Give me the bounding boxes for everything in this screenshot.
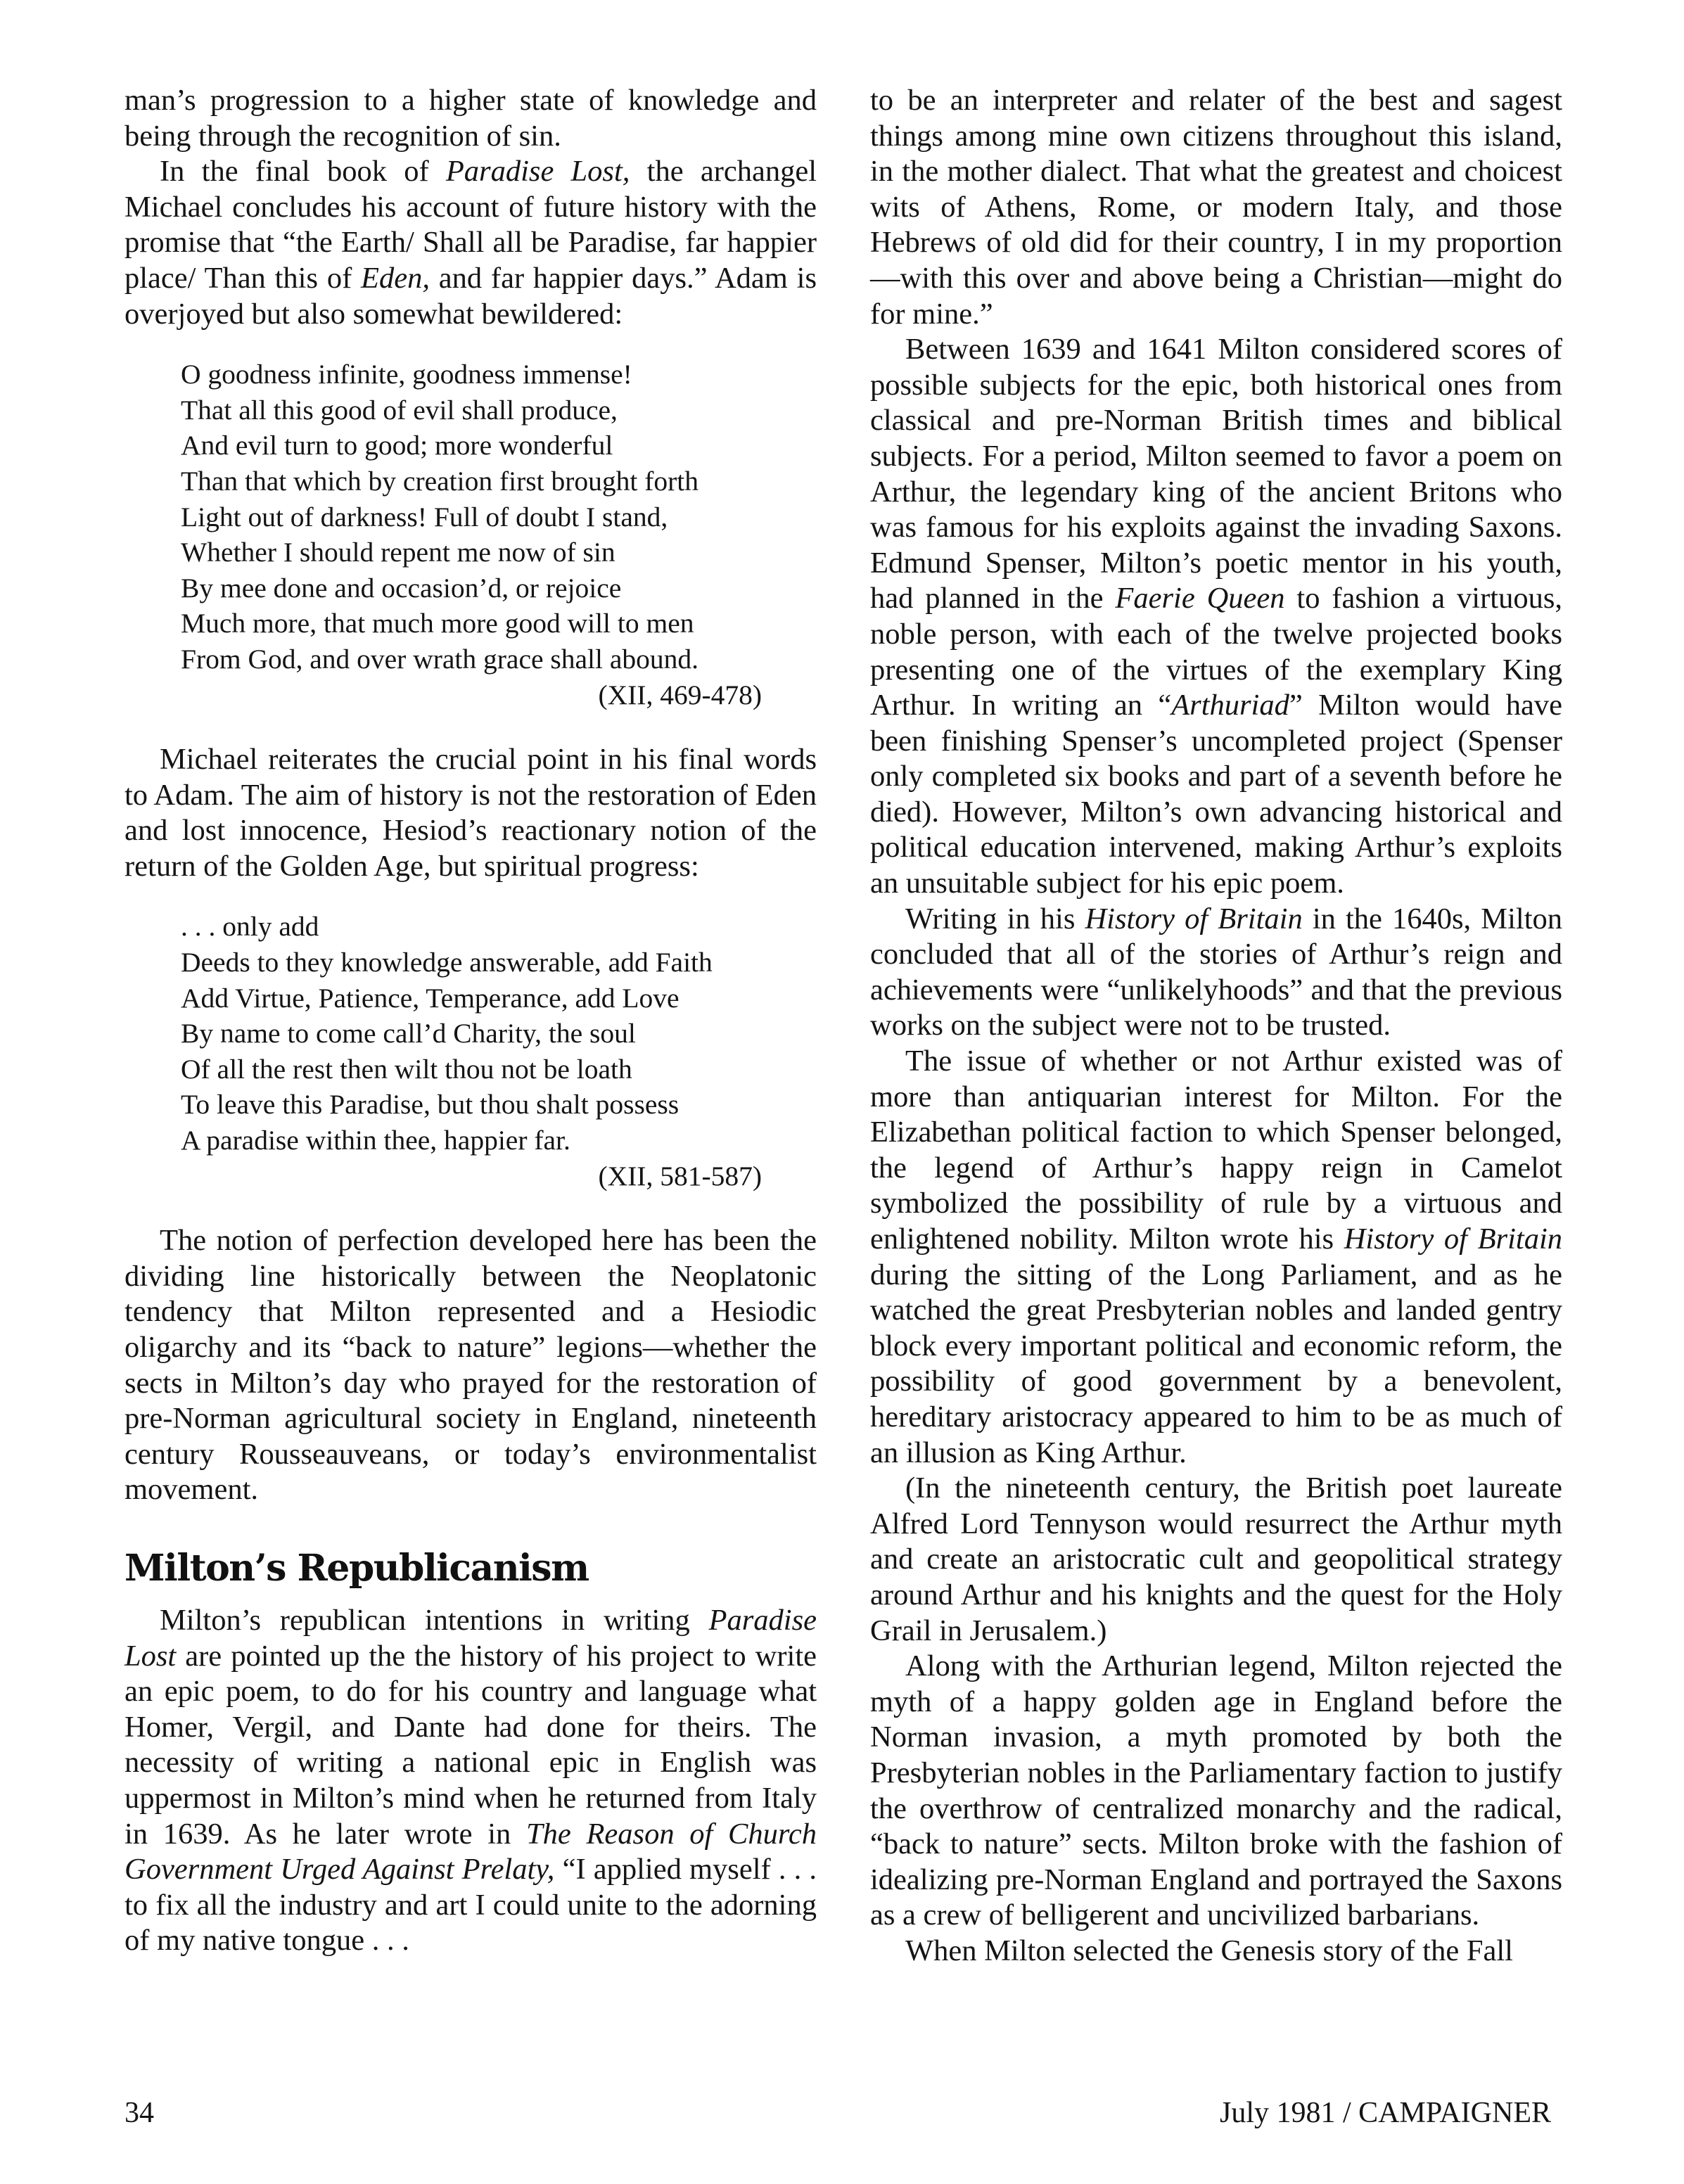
verse-line: A paradise within thee, happier far. [181, 1125, 570, 1156]
verse-line: Deeds to they knowledge answerable, add Faith [181, 947, 713, 978]
verse-line: Of all the rest then wilt thou not be loath [181, 1053, 632, 1085]
verse-line: . . . only add [181, 911, 319, 943]
issue-footer: July 1981 / CAMPAIGNER [1219, 2097, 1551, 2129]
paragraph: to be an interpreter and relater of the best and sagest things among mine own citizens throughout this island, in the mother dialect. That what the greatest and choicest wits of Athens, Rome, or modern Italy, and those Hebrews of old did for their country, I in my proportion—with this over and above being a Christian—might do for mine.” [870, 84, 1562, 331]
verse-citation: (XII, 469-478) [598, 679, 762, 710]
verse-line: And evil turn to good; more wonderful [181, 430, 613, 461]
verse-line: Much more, that much more good will to men [181, 608, 694, 639]
paragraph: Michael reiterates the crucial point in his final words to Adam. The aim of history is not the restoration of Eden and lost innocence, Hesiod’s reactionary notion of the return of the Golden Age, but spiritual progress: [125, 743, 817, 883]
verse-quotation [125, 357, 817, 713]
verse-line: O goodness infinite, goodness immense! [181, 359, 632, 390]
verse-line: Add Virtue, Patience, Temperance, add Love [181, 982, 680, 1014]
paragraph: The notion of perfection developed here has been the dividing line historically between the Neoplatonic tendency that Milton represented and a Hesiodic oligarchy and its “back to nature” legions—whether the sects in Milton’s day who prayed for the restoration of pre-Norman agricultural society in England, nineteenth century Rousseauveans, or today’s environmentalist movement. [125, 1224, 817, 1507]
left-column [125, 83, 817, 1959]
verse-line: Light out of darkness! Full of doubt I stand, [181, 501, 668, 532]
section-heading: Milton’s Republicanism [125, 1546, 589, 1590]
verse-line: Than that which by creation first brought forth [181, 465, 699, 497]
paragraph: (In the nineteenth century, the British poet laureate Alfred Lord Tennyson would resurrect the Arthur myth and create an aristocratic cult and geopolitical strategy around Arthur and his knights and the quest for the Holy Grail in Jerusalem.) [870, 1471, 1562, 1647]
verse-line: That all this good of evil shall produce, [181, 394, 618, 426]
paragraph: In the final book of Paradise Lost, the archangel Michael concludes his account of future history with the promise that “the Earth/ Shall all be Paradise, far happier place/ Than this of Eden, and far happier days.” Adam is overjoyed but also somewhat bewildered: [125, 155, 817, 331]
verse-quotation [125, 909, 817, 1194]
paragraph: When Milton selected the Genesis story of the Fall [905, 1934, 1513, 1967]
verse-citation: (XII, 581-587) [598, 1160, 762, 1192]
verse-line: To leave this Paradise, but thou shalt possess [181, 1089, 680, 1120]
paragraph: man’s progression to a higher state of knowledge and being through the recognition of sin. [125, 84, 817, 153]
paragraph: Milton’s republican intentions in writing Paradise Lost are pointed up the the history of his project to write an epic poem, to do for his country and language what Homer, Vergil, and Dante had done for theirs. The necessity of writing a national epic in English was uppermost in Milton’s mind when he returned from Italy in 1639. As he later wrote in The Reason of Church Government Urged Against Prelaty, “I applied myself . . . to fix all the industry and art I could unite to the adorning of my native tongue . . . [125, 1603, 817, 1958]
paragraph: The issue of whether or not Arthur existed was of more than antiquarian interest for Milton. For the Elizabethan political faction to which Spenser belonged, the legend of Arthur’s happy reign in Camelot symbolized the possibility of rule by a virtuous and enlightened nobility. Milton wrote his History of Britain during the sitting of the Long Parliament, and as he watched the great Presbyterian nobles and landed gentry block every important political and economic reform, the possibility of good government by a benevolent, hereditary aristocracy appeared to him to be as much of an illusion as King Arthur. [870, 1045, 1563, 1469]
paragraph: Writing in his History of Britain in the 1640s, Milton concluded that all of the stories of Arthur’s reign and achievements were “unlikelyhoods” and that the previous works on the subject were not to be trusted. [870, 902, 1563, 1042]
paragraph: Along with the Arthurian legend, Milton rejected the myth of a happy golden age in England before the Norman invasion, a myth promoted by both the Presbyterian nobles in the Parliamentary faction to justify the overthrow of centralized monarchy and the radical, “back to nature” sects. Milton broke with the fashion of idealizing pre-Norman England and portrayed the Saxons as a crew of belligerent and uncivilized barbarians. [870, 1649, 1562, 1932]
verse-line: From God, and over wrath grace shall abound. [181, 643, 699, 675]
page-number: 34 [125, 2097, 154, 2129]
verse-line: By name to come call’d Charity, the soul [181, 1018, 636, 1049]
paragraph: Between 1639 and 1641 Milton considered scores of possible subjects for the epic, both historical ones from classical and pre-Norman British times and biblical subjects. For a period, Milton seemed to favor a poem on Arthur, the legendary king of the ancient Britons who was famous for his exploits against the invading Saxons. Edmund Spenser, Milton’s poetic mentor in his youth, had planned in the Faerie Queen to fashion a virtuous, noble person, with each of the twelve projected books presenting one of the virtues of the exemplary King Arthur. In writing an “Arthuriad” Milton would have been finishing Spenser’s uncompleted project (Spenser only completed six books and part of a seventh before he died). However, Milton’s own advancing historical and political education intervened, making Arthur’s exploits an unsuitable subject for his epic poem. [870, 333, 1563, 900]
verse-line: Whether I should repent me now of sin [181, 537, 615, 568]
verse-line: By mee done and occasion’d, or rejoice [181, 572, 622, 604]
right-column [870, 83, 1562, 1969]
